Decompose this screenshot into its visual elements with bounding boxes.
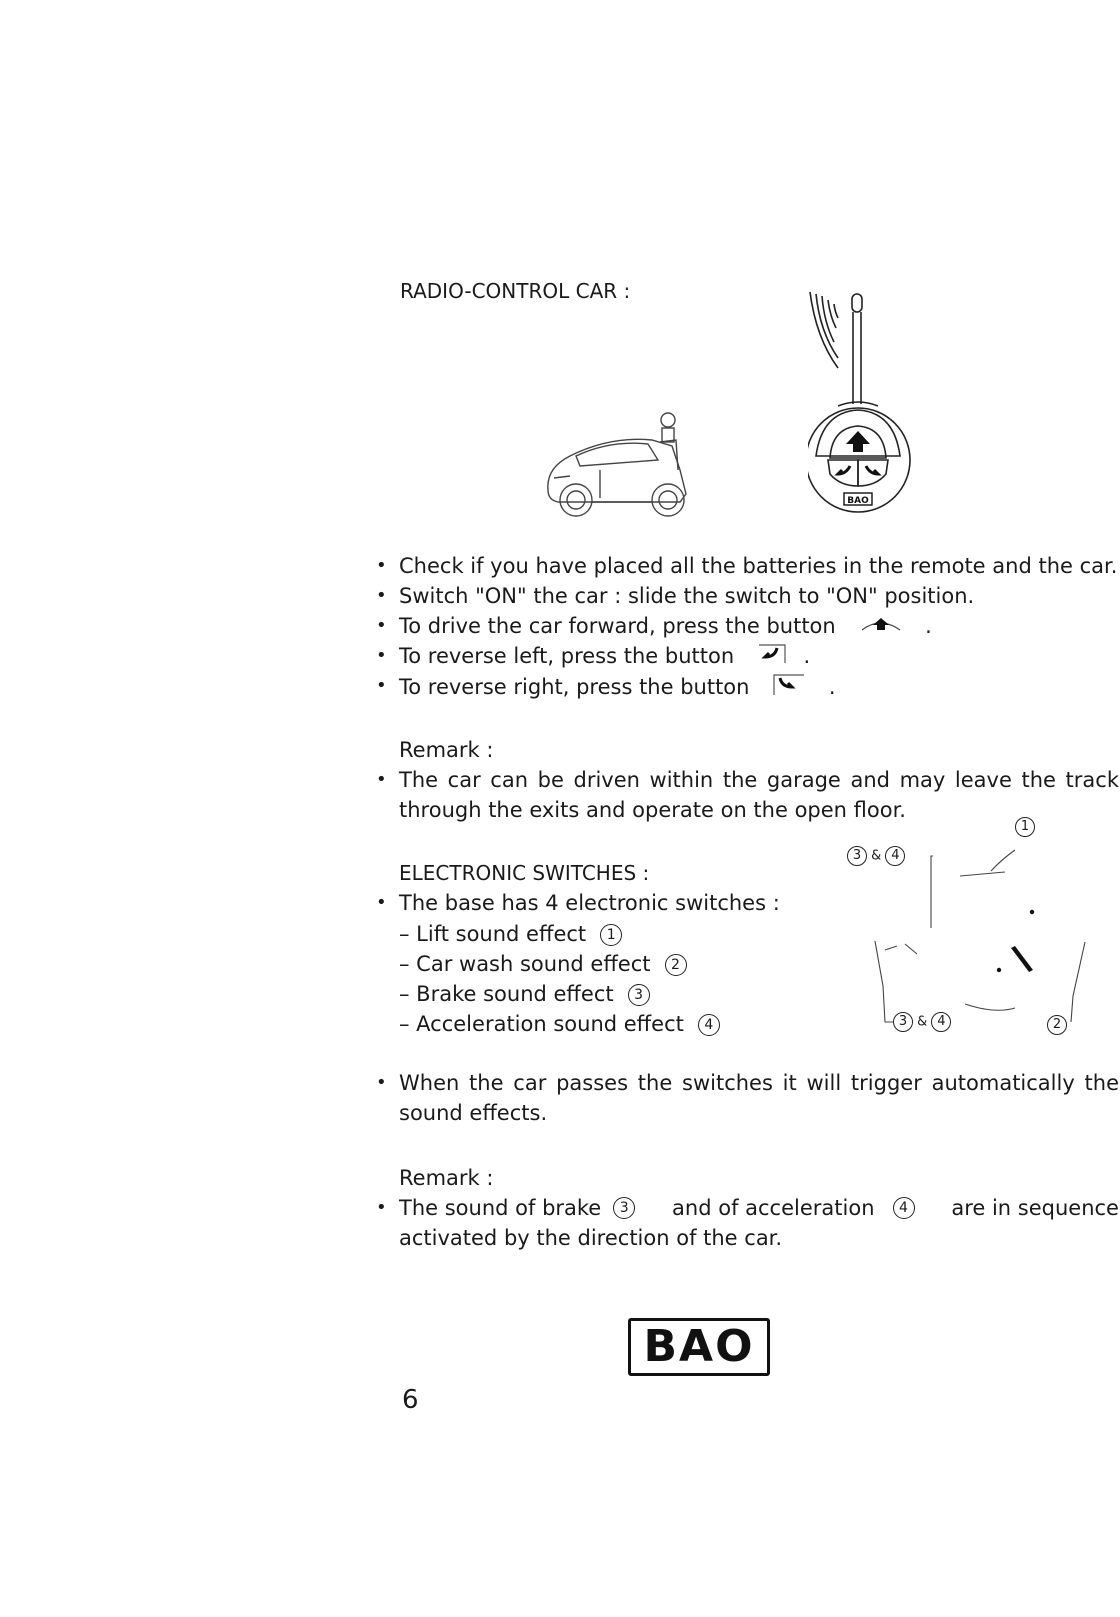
switch-item-label: – Brake sound effect bbox=[399, 982, 614, 1006]
instruction-reverse-left-text: To reverse left, press the button bbox=[399, 644, 735, 668]
trigger-line-2: sound effects. bbox=[399, 1101, 548, 1125]
instruction-reverse-right-period: . bbox=[828, 675, 836, 699]
circled-number: 3 bbox=[847, 846, 867, 866]
instruction-reverse-left bbox=[399, 641, 810, 673]
diagram-label-3-and-4-bottom bbox=[893, 1012, 951, 1033]
remark-sequence-line-1 bbox=[399, 1193, 1119, 1223]
switch-item-acceleration bbox=[399, 1009, 720, 1039]
switch-item-lift bbox=[399, 919, 622, 949]
remark-sequence-text-c: are in sequence bbox=[951, 1196, 1119, 1220]
section-heading-radio-control: RADIO-CONTROL CAR : bbox=[400, 279, 631, 303]
diagram-label-1 bbox=[1015, 816, 1035, 837]
switches-intro: The base has 4 electronic switches : bbox=[399, 891, 780, 915]
circled-number: 4 bbox=[885, 846, 905, 866]
circled-number: 3 bbox=[893, 1012, 913, 1032]
instruction-forward-text: To drive the car forward, press the button bbox=[399, 614, 836, 638]
remark-sequence-text-a: The sound of brake bbox=[399, 1196, 602, 1220]
forward-arrow-icon bbox=[856, 612, 906, 642]
instruction-reverse-right-text: To reverse right, press the button bbox=[399, 675, 750, 699]
ampersand: & bbox=[917, 1014, 928, 1030]
switch-item-car-wash bbox=[399, 949, 687, 979]
switch-item-label: – Car wash sound effect bbox=[399, 952, 651, 976]
circled-number: 4 bbox=[698, 1014, 720, 1036]
remark-sequence-line-2: activated by the direction of the car. bbox=[399, 1226, 783, 1250]
diagram-label-3-and-4-top bbox=[847, 846, 905, 867]
remark-label: Remark : bbox=[399, 738, 494, 762]
circled-number: 2 bbox=[665, 954, 687, 976]
circled-number: 1 bbox=[1015, 817, 1035, 837]
reverse-left-icon bbox=[755, 641, 789, 673]
instruction-batteries: Check if you have placed all the batteries in the remote and the car. bbox=[399, 554, 1118, 578]
instruction-reverse-right bbox=[399, 671, 836, 705]
switch-item-label: – Lift sound effect bbox=[399, 922, 587, 946]
instruction-forward-period: . bbox=[925, 614, 932, 638]
remark-garage-line-1: The car can be driven within the garage and may leave the track bbox=[399, 768, 1119, 792]
remark-sequence-text-b: and of acceleration bbox=[672, 1196, 875, 1220]
circled-number: 4 bbox=[893, 1197, 915, 1219]
trigger-line-1: When the car passes the switches it will trigger automatically the bbox=[399, 1071, 1119, 1095]
circled-number: 1 bbox=[600, 924, 622, 946]
circled-number: 3 bbox=[613, 1197, 635, 1219]
instruction-reverse-left-period: . bbox=[803, 644, 811, 668]
page-number: 6 bbox=[402, 1385, 419, 1415]
bao-logo: BAO bbox=[628, 1318, 770, 1376]
instruction-forward bbox=[399, 611, 932, 642]
remote-logo-text: BAO bbox=[847, 496, 869, 506]
switch-location-diagram bbox=[845, 818, 1105, 1056]
instruction-switch-on: Switch "ON" the car : slide the switch to "ON" position. bbox=[399, 584, 975, 608]
diagram-label-2 bbox=[1047, 1014, 1067, 1035]
switch-item-brake bbox=[399, 979, 650, 1009]
ampersand: & bbox=[871, 848, 882, 864]
switch-item-label: – Acceleration sound effect bbox=[399, 1012, 684, 1036]
circled-number: 4 bbox=[931, 1012, 951, 1032]
remark-label: Remark : bbox=[399, 1166, 494, 1190]
circled-number: 3 bbox=[628, 984, 650, 1006]
reverse-right-icon bbox=[770, 671, 810, 705]
toy-car-illustration bbox=[540, 410, 720, 522]
circled-number: 2 bbox=[1047, 1015, 1067, 1035]
remote-control-illustration bbox=[808, 288, 948, 530]
section-heading-electronic-switches: ELECTRONIC SWITCHES : bbox=[399, 861, 650, 885]
remark-garage-line-2: through the exits and operate on the open floor. bbox=[399, 798, 906, 822]
